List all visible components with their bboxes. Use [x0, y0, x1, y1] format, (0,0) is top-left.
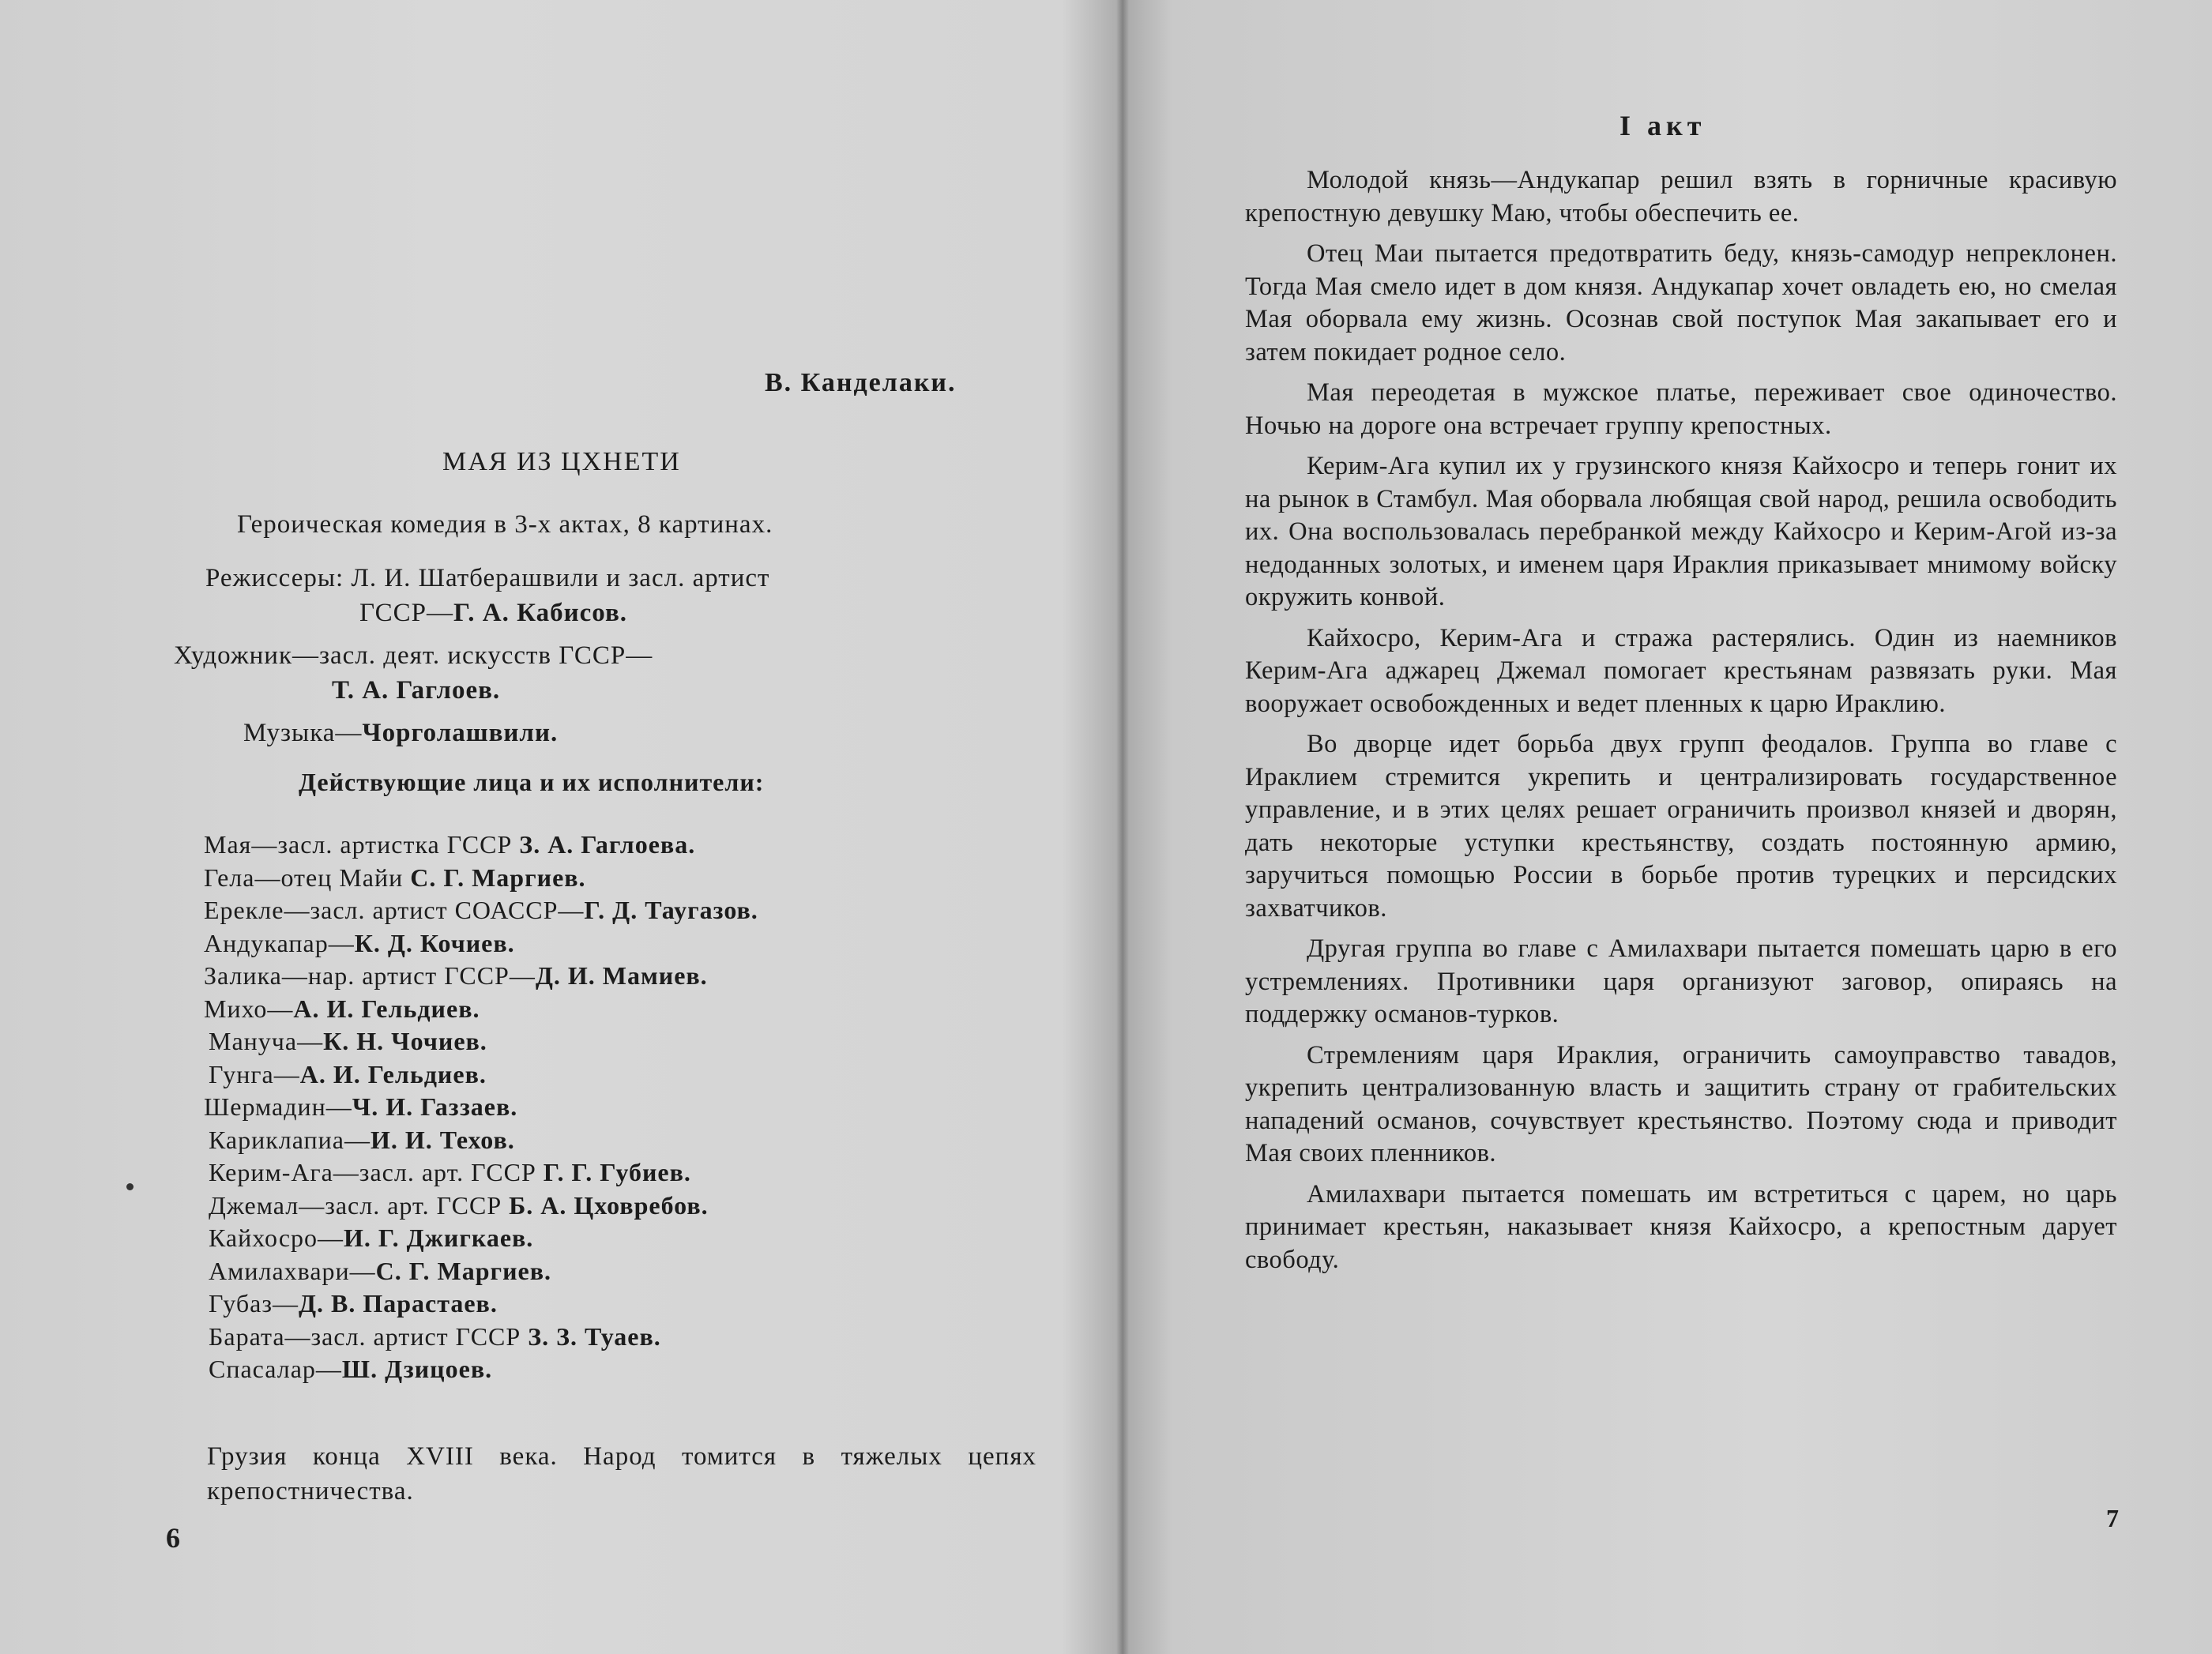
page-number-right: 7	[2106, 1504, 2119, 1532]
print-speck	[126, 1183, 134, 1190]
cast-entry	[204, 1025, 1041, 1058]
act-heading: I акт	[1620, 110, 1706, 141]
cast-entry	[204, 894, 1041, 927]
cast-entry	[204, 960, 1041, 993]
cast-role: Гунга—	[209, 1059, 300, 1088]
cast-entry	[204, 1287, 1041, 1321]
synopsis-paragraph: Мая переодетая в мужское платье, переживает свое одиночество. Ночью на дороге она встречает группу крепостных.	[1245, 378, 2117, 440]
cast-entry	[204, 1124, 1041, 1157]
directors-label: Режиссеры: Л. И. Шатберашвили и засл. артист	[205, 564, 770, 592]
cast-actor: К. Н. Чочиев.	[323, 1027, 487, 1055]
synopsis-paragraph: Керим-Ага купил их у грузинского князя Кайхосро и теперь гонит их на рынок в Стамбул. Мая оборвала любящая свой народ, решила освободить их. Она воспользовалась перебранкой между Кайхосро и Керим-Агой из-за недоданных золотых, и именем царя Ираклия приказывает мнимому войску окружить конвой.	[1245, 452, 2117, 611]
setting-text: Грузия конца XVIII века. Народ томится в тяжелых цепях крепостничества.	[207, 1442, 1036, 1506]
cast-actor: Д. В. Парастаев.	[298, 1289, 498, 1318]
cast-actor: К. Д. Кочиев.	[354, 928, 515, 957]
cast-heading: Действующие лица и их исполнители:	[299, 768, 765, 796]
cast-role: Спасалар—	[209, 1355, 342, 1383]
cast-entry	[204, 1190, 1041, 1223]
right-page	[1129, 0, 2212, 1654]
cast-role: Керим-Ага—засл. арт. ГССР	[209, 1158, 544, 1186]
cast-actor: З. З. Туаев.	[528, 1321, 661, 1351]
synopsis-text	[1245, 164, 2117, 1284]
cast-actor: И. Г. Джигкаев.	[344, 1224, 534, 1252]
cast-entry	[204, 1222, 1041, 1255]
synopsis-paragraph: Стремлениям царя Ираклия, ограничить самоуправство тавадов, укрепить централизованную власть и защитить страну от грабительских нападений османов, сочувствует крестьянство. Поэтому сюда и приводит Мая своих пленников.	[1245, 1040, 2117, 1167]
cast-role: Джемал—засл. арт. ГССР	[209, 1190, 510, 1220]
cast-actor: А. И. Гельдиев.	[299, 1059, 487, 1088]
cast-actor: Г. Г. Губиев.	[543, 1158, 691, 1186]
artist-name: Т. А. Гаглоев.	[332, 676, 501, 705]
cast-actor: З. А. Гаглоева.	[519, 830, 696, 859]
cast-actor: С. Г. Маргиев.	[375, 1256, 551, 1285]
cast-actor: С. Г. Маргиев.	[410, 863, 586, 892]
cast-role: Губаз—	[209, 1289, 299, 1318]
cast-list	[204, 829, 1041, 1386]
cast-entry	[204, 993, 1041, 1026]
directors-credit	[205, 561, 1027, 630]
cast-role: Кайхосро—	[209, 1224, 344, 1252]
cast-role: Залика—нар. артист ГССР—	[204, 961, 536, 990]
synopsis-paragraph: Во дворце идет борьба двух групп феодалов. Группа во главе с Ираклием стремится укрепить и централизировать государственное управление, и в этих целях решает ограничить произвол князей и дворян, дать некоторые уступки крестьянству, создать постоянную армию, заручиться помощью России в борьбе против турецких и персидских захватчиков.	[1245, 730, 2117, 923]
cast-entry	[204, 862, 1041, 895]
directors-org: ГССР—	[359, 599, 454, 627]
author-name: В. Канделаки.	[765, 368, 957, 397]
synopsis-paragraph: Отец Маи пытается предотвратить беду, князь-самодур непреклонен. Тогда Мая смело идет в дом князя. Андукапар хочет овладеть ею, но смелая Мая оборвала ему жизнь. Осознав свой поступок Мая закапывает его и затем покидает родное село.	[1245, 239, 2117, 367]
book-spine	[1116, 0, 1129, 1654]
cast-role: Амилахвари—	[209, 1256, 376, 1285]
cast-actor: И. И. Техов.	[371, 1125, 515, 1154]
cast-actor: Ш. Дзицоев.	[341, 1355, 493, 1383]
cast-actor: Ч. И. Газзаев.	[352, 1092, 518, 1121]
music-name: Чорголашвили.	[362, 719, 559, 747]
artist-label: Художник—засл. деят. искусств ГССР—	[174, 641, 653, 670]
synopsis-paragraph: Амилахвари пытается помешать им встретиться с царем, но царь принимает крестьян, наказывает князя Кайхосро, а крепостным дарует свободу.	[1245, 1179, 2117, 1274]
cast-entry	[204, 1321, 1041, 1354]
cast-role: Андукапар—	[204, 928, 355, 957]
page-number-left: 6	[166, 1522, 180, 1554]
credits-block	[174, 561, 1027, 758]
artist-credit	[174, 638, 1027, 708]
music-credit	[243, 716, 1027, 750]
synopsis-paragraph: Другая группа во главе с Амилахвари пытается помешать царю в его устремлениях. Противники царя организуют заговор, опираясь на поддержку османов-турков.	[1245, 934, 2117, 1028]
music-label: Музыка—	[243, 719, 363, 747]
cast-role: Гела—отец Майи	[204, 863, 411, 892]
synopsis-paragraph: Кайхосро, Керим-Ага и стража растерялись. Один из наемников Керим-Ага аджарец Джемал помогает крестьянам развязать руки. Мая вооружает освобожденных и ведет пленных к царю Ираклию.	[1245, 623, 2117, 718]
cast-actor: А. И. Гельдиев.	[293, 994, 480, 1023]
directors-name: Г. А. Кабисов.	[453, 599, 628, 627]
cast-actor: Д. И. Мамиев.	[535, 961, 708, 990]
cast-actor: Г. Д. Таугазов.	[584, 896, 758, 924]
cast-role: Барата—засл. артист ГССР	[209, 1321, 529, 1351]
cast-actor: Б. А. Цховребов.	[509, 1190, 709, 1220]
genre-line: Героическая комедия в 3-х актах, 8 картинах.	[237, 510, 773, 539]
play-title: МАЯ ИЗ ЦХНЕТИ	[442, 447, 681, 476]
cast-role: Ерекле—засл. артист СОАССР—	[204, 896, 585, 924]
cast-role: Кариклапиа—	[209, 1125, 371, 1154]
cast-role: Мая—засл. артистка ГССР	[204, 830, 520, 859]
cast-entry	[204, 1255, 1041, 1288]
cast-entry	[204, 1091, 1041, 1124]
cast-role: Мануча—	[209, 1027, 324, 1055]
synopsis-paragraph: Молодой князь—Андукапар решил взять в горничные красивую крепостную девушку Маю, чтобы обеспечить ее.	[1245, 166, 2117, 227]
cast-role: Шермадин—	[204, 1092, 352, 1121]
cast-entry	[204, 1058, 1041, 1092]
cast-entry	[204, 927, 1041, 960]
cast-entry	[204, 829, 1041, 862]
cast-role: Михо—	[204, 994, 294, 1023]
cast-entry	[204, 1353, 1041, 1386]
cast-entry	[204, 1156, 1041, 1190]
